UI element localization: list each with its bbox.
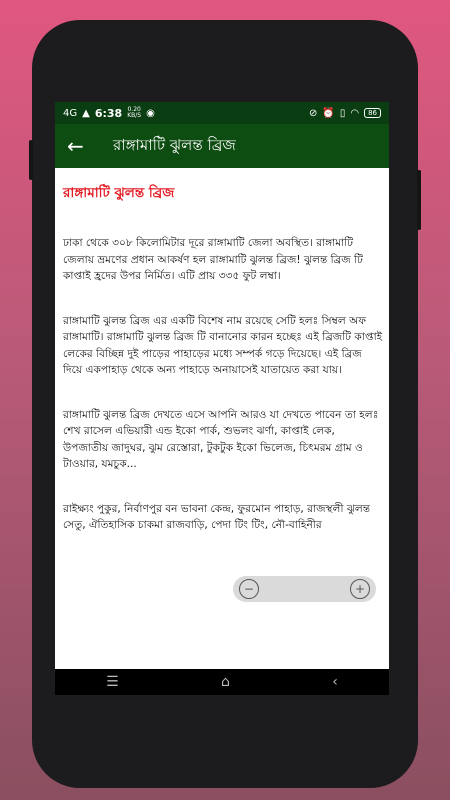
data-speed: 0.20 KB/S bbox=[127, 106, 142, 119]
status-bar bbox=[55, 102, 389, 124]
zoom-in-icon[interactable]: + bbox=[350, 579, 370, 599]
zoom-controls bbox=[233, 576, 376, 602]
battery-icon: 86 bbox=[364, 108, 381, 118]
menu-icon[interactable]: ☰ bbox=[106, 674, 119, 690]
power-button bbox=[417, 170, 421, 230]
clock: 6:38 bbox=[94, 106, 123, 120]
network-label: 4G bbox=[63, 107, 78, 119]
alarm-icon: ⏰ bbox=[322, 107, 335, 119]
page-title: রাঙ্গামাটি ঝুলন্ত ব্রিজ bbox=[113, 135, 236, 154]
paragraph: রাইক্ষ্যং পুকুর, নির্বাণপুর বন ভাবনা কেন্দ্র, ফুরমোন পাহাড়, রাজস্থলী ঝুলন্ত সেতু, ঐতিহাসিক চাকমা রাজবাড়ি, পেদা টিং টিং, নৌ-বাহিনীর bbox=[63, 502, 371, 531]
zoom-out-icon[interactable]: − bbox=[239, 579, 259, 599]
paragraph: ঢাকা থেকে ৩০৮ কিলোমিটার দূরে রাঙ্গামাটি জেলা অবস্থিত। রাঙ্গামাটি জেলায় ভ্রমণের প্রধান আকর্ষণ হল রাঙ্গামাটি ঝুলন্ত ব্রিজ! ঝুলন্ত ব্রিজ টি কাপ্তাই হ্রদের উপর নির্মিত। এটি প্রায় ৩৩৫ ফুট লম্বা। bbox=[63, 237, 363, 282]
arrow-left-icon[interactable]: ← bbox=[67, 134, 84, 158]
signal-icon: ▲ bbox=[82, 107, 90, 119]
back-chevron-icon[interactable]: ‹ bbox=[332, 674, 338, 690]
article-heading: রাঙ্গামাটি ঝুলন্ত ব্রিজ bbox=[63, 185, 175, 201]
paragraph: রাঙ্গামাটি ঝুলন্ত ব্রিজ দেখতে এসে আপনি আরও যা দেখতে পাবেন তা হলঃ শেখ রাসেল এভিয়ারী এন্ড ইকো পার্ক, শুভলং ঝর্ণা, কাপ্তাই লেক, উপজাতীয় জাদুঘর, ঝুম রেস্তোরা, টুকটুক ইকো ভিলেজ, চিৎমরম গ্রাম ও টাওয়ার, যমচুক... bbox=[63, 408, 379, 470]
paragraph: রাঙ্গামাটি ঝুলন্ত ব্রিজ এর একটি বিশেষ নাম রয়েছে সেটি হলঃ সিম্বল অফ রাঙ্গামাটি। রাঙ্গামাটি ঝুলন্ত ব্রিজ টি বানানোর কারন হচ্ছেঃ এই ব্রিজটি কাপ্তাই লেকের বিচ্ছিন্ন দুই পাড়ের পাহাড়ের মধ্যে সম্পর্ক গড়ে দিয়েছে। এই ব্রিজ দিয়ে একপাহাড় থেকে অন্য পাহাড়ে অনায়াসেই যাতায়েত করা যায়। bbox=[63, 314, 383, 376]
wifi-icon: ◠ bbox=[350, 107, 360, 119]
system-nav-bar bbox=[55, 669, 389, 695]
volume-button bbox=[29, 140, 33, 180]
vibrate-icon: ▯ bbox=[339, 107, 346, 119]
home-icon[interactable]: ⌂ bbox=[221, 674, 230, 690]
app-bar bbox=[55, 124, 389, 168]
mute-icon: ⊘ bbox=[308, 107, 318, 119]
whatsapp-icon: ◉ bbox=[146, 107, 155, 119]
phone-screen bbox=[55, 102, 389, 695]
